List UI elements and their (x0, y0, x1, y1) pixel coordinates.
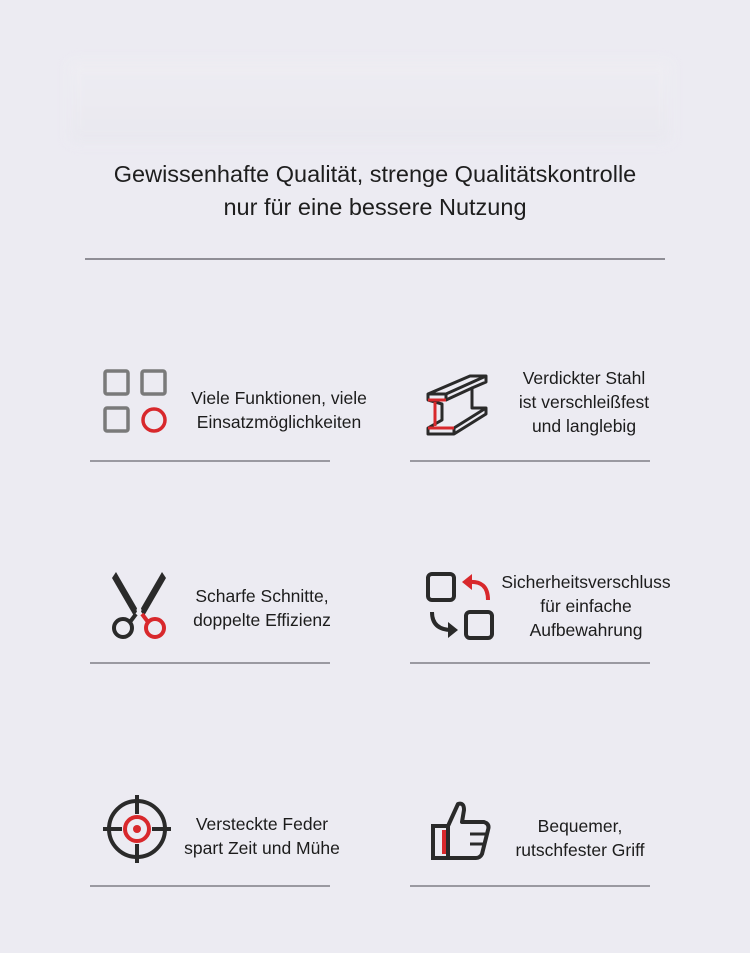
feature-safety-lock (410, 566, 670, 696)
feature-divider (410, 662, 650, 664)
feature-hidden-spring (90, 792, 350, 922)
headline-line-2: nur für eine bessere Nutzung (223, 194, 527, 220)
headline (0, 158, 750, 224)
feature-label: Scharfe Schnitte, doppelte Effizienz (193, 586, 331, 630)
headline-divider (85, 258, 665, 260)
thumbs-up-icon (430, 798, 492, 862)
crosshair-icon (102, 794, 172, 864)
feature-divider (410, 460, 650, 462)
feature-steel (410, 362, 670, 492)
headline-line-1: Gewissenhafte Qualität, strenge Qualitätskontrolle (113, 161, 637, 187)
feature-multifunction (90, 362, 367, 492)
feature-label: Bequemer, rutschfester Griff (515, 816, 645, 860)
top-decorative-band (70, 62, 670, 142)
grid-circle-icon (102, 368, 170, 436)
feature-divider (90, 460, 330, 462)
feature-label: Verdickter Stahl ist verschleißfest und langlebig (518, 368, 650, 436)
swap-lock-icon (424, 570, 496, 642)
steel-beam-icon (424, 368, 490, 438)
feature-sharp-cuts (90, 566, 350, 696)
feature-label: Viele Funktionen, viele Einsatzmöglichkeiten (191, 388, 367, 432)
feature-label: Sicherheitsverschluss für einfache Aufbewahrung (501, 572, 671, 640)
feature-label: Versteckte Feder spart Zeit und Mühe (184, 814, 340, 858)
feature-divider (410, 885, 650, 887)
feature-divider (90, 662, 330, 664)
scissors-icon (110, 570, 168, 640)
feature-comfort-grip (410, 792, 670, 922)
feature-divider (90, 885, 330, 887)
